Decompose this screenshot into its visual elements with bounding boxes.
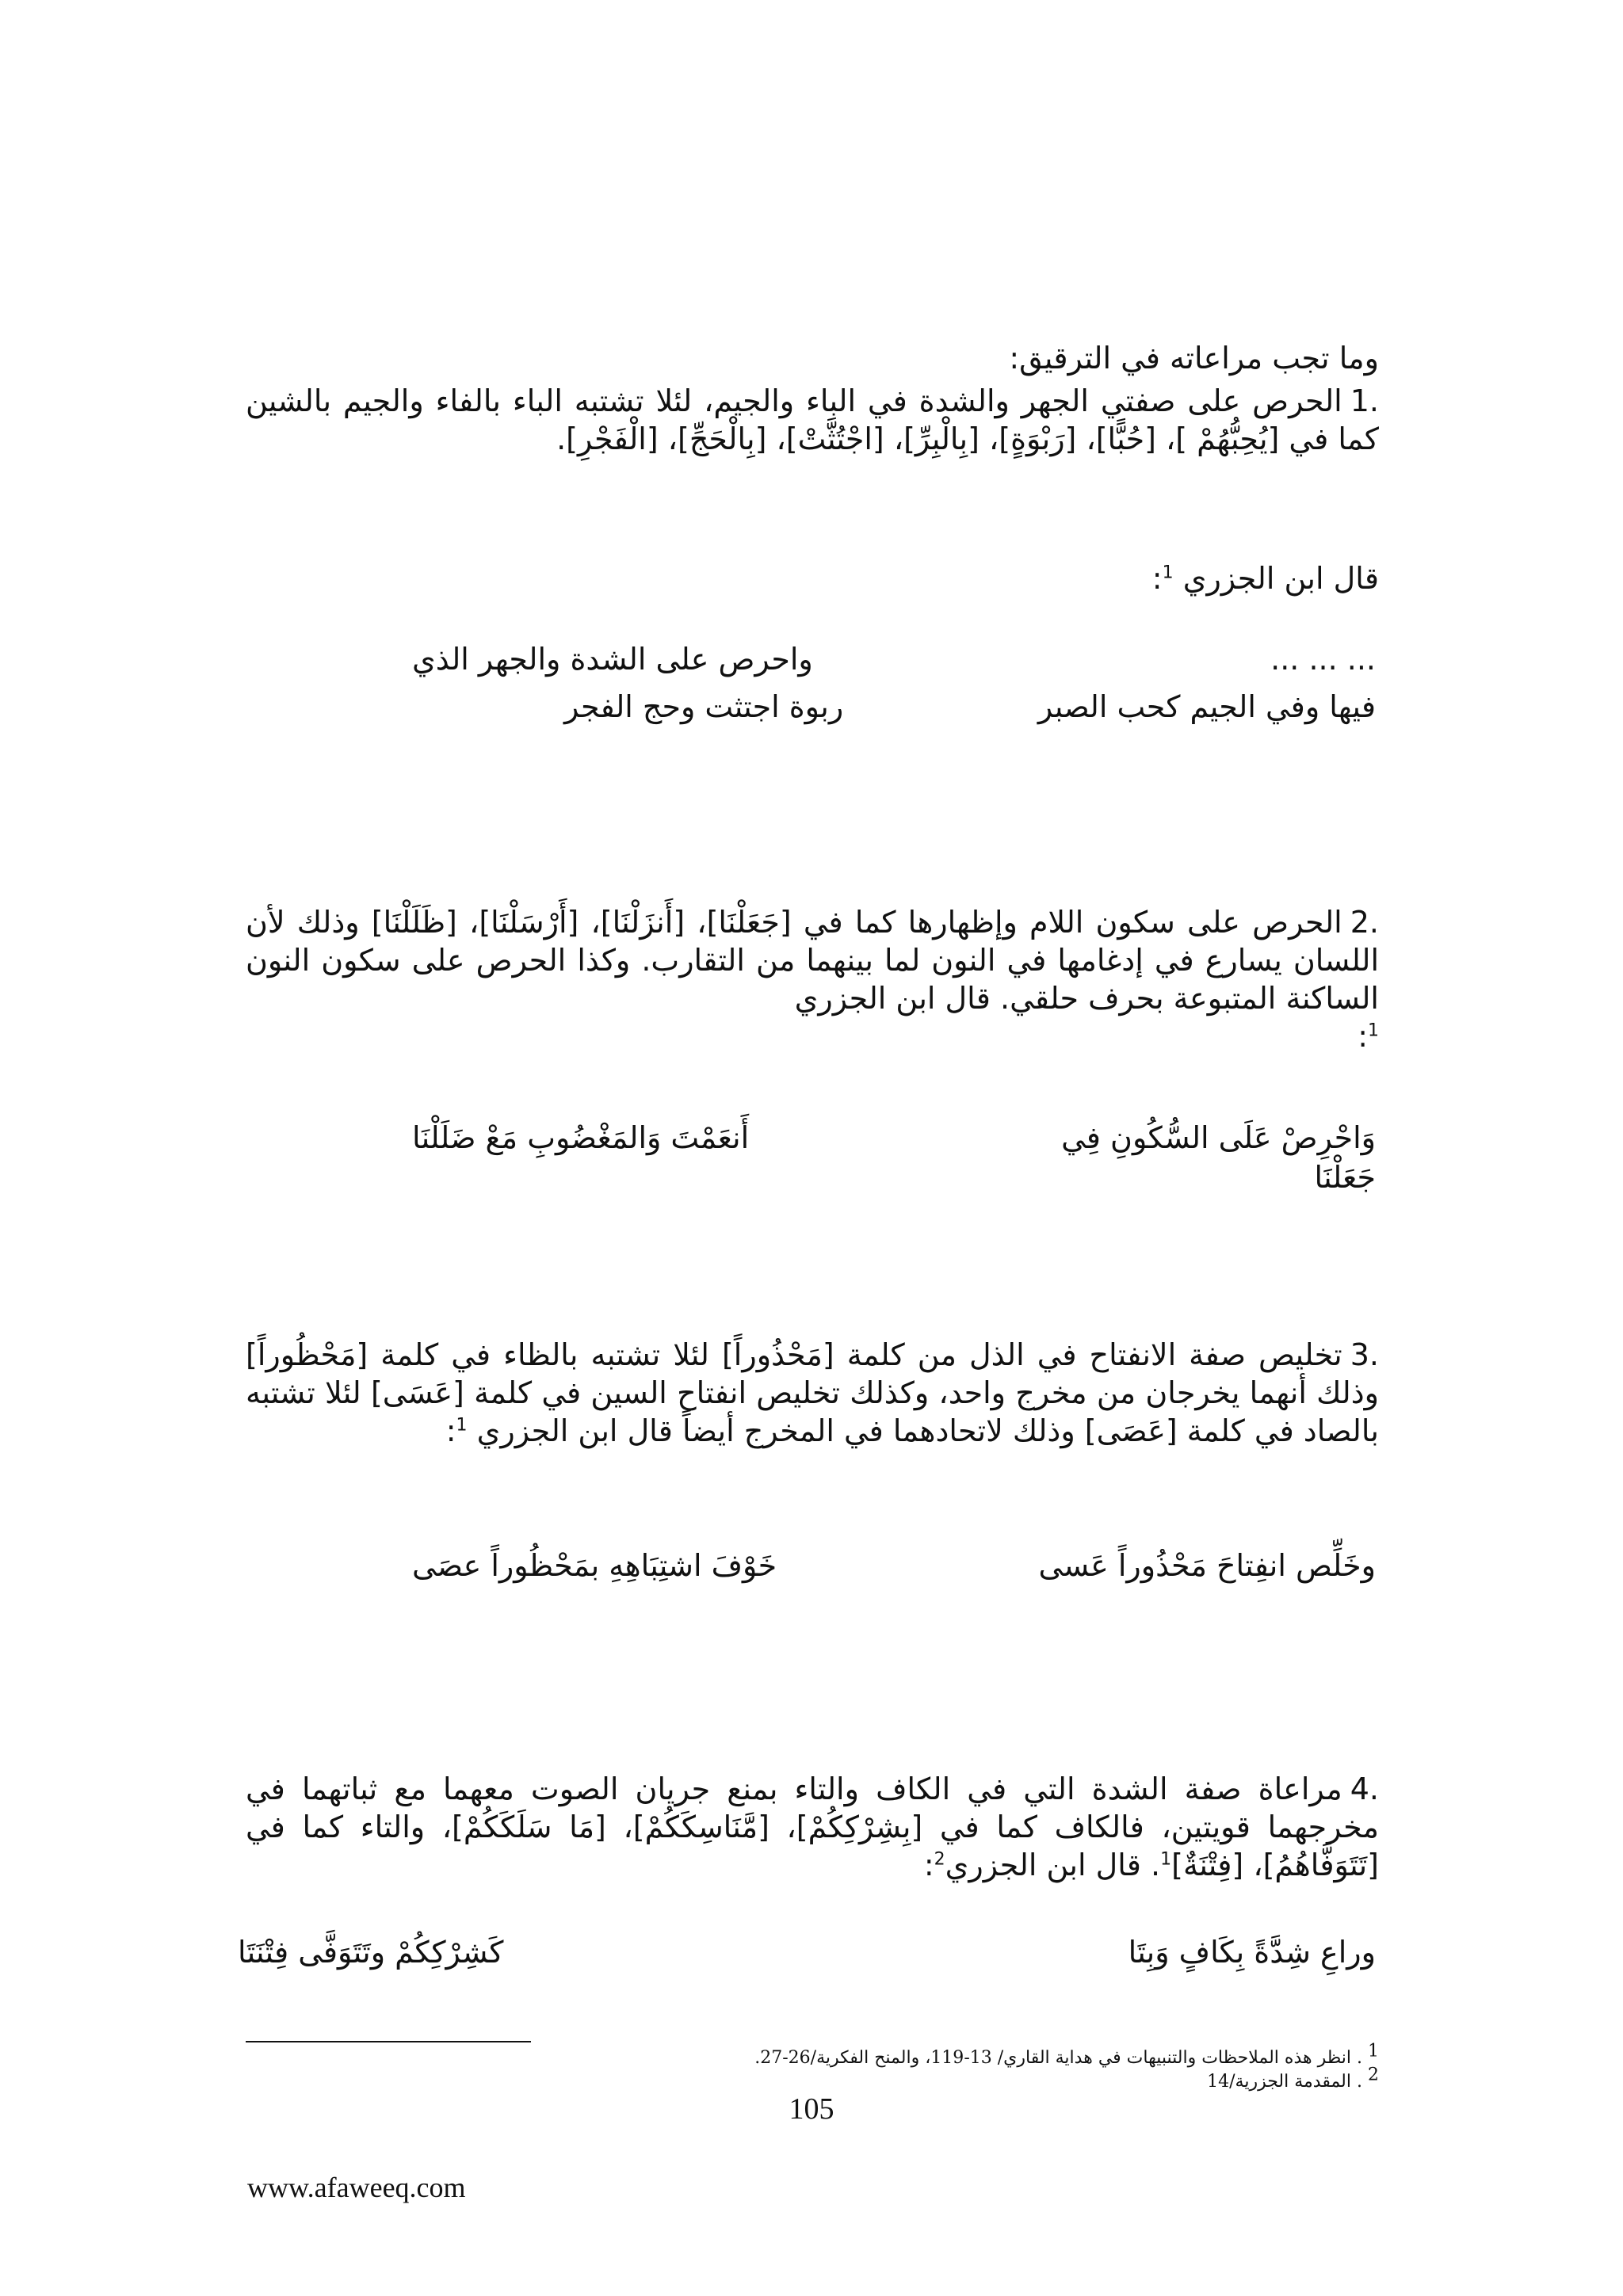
footnote-2	[246, 2065, 1379, 2093]
item-number: .3	[1350, 1337, 1379, 1372]
item-text: تخليص صفة الانفتاح في الذل من كلمة [مَحْذُوراً] لئلا تشتبه بالظاء في كلمة [مَحْظُوراً] وذلك أنهما يخرجان من مخرج واحد، وكذلك تخليص انفتاح السين في كلمة [عَسَى] لئلا تشتبه بالصاد في كلمة [عَصَى] وذلك لاتحادهما في المخرج أيضاً قال ابن الجزري	[246, 1337, 1379, 1448]
item-colon: :	[445, 1413, 456, 1448]
item-number: .2	[1350, 905, 1379, 940]
footnote-text: . المقدمة الجزرية/14	[1207, 2072, 1362, 2092]
verse-text: أَنعَمْتَ وَالمَغْضُوبِ مَعْ ضَلَلْنَا	[412, 1120, 750, 1155]
verse-text: ... ... ...	[1270, 642, 1376, 677]
verse-text: كَشِرْكِكُمْ وتَتَوَفَّى فِتْنَتَا	[238, 1935, 504, 1970]
verse-1-left-2	[564, 688, 843, 726]
verse-3-left	[412, 1547, 777, 1585]
website-url: www.afaweeq.com	[247, 2172, 466, 2203]
verse-text: جَعَلْنَا	[1314, 1160, 1376, 1195]
verse-text: وَاحْرِصْ عَلَى السُّكُونِ فِي	[1061, 1120, 1376, 1155]
item-text: الحرص على سكون اللام وإظهارها كما في [جَعَلْنَا]، [أَنزَلْنَا]، [أَرْسَلْنَا]، [ظَلَلْنَا] وذلك لأن اللسان يسارع في إدغامها في النون لما بينهما من التقارب. وكذا الحرص على سكون النون الساكنة المتبوعة بحرف حلقي. قال ابن الجزري	[246, 905, 1379, 1016]
heading-text: قال ابن الجزري	[1182, 561, 1379, 596]
footnote-ref: 1	[1162, 563, 1174, 583]
verse-2-right	[1061, 1119, 1376, 1157]
footnote-1	[246, 2041, 1379, 2069]
quote-heading	[246, 559, 1379, 597]
verse-2-right-2	[1315, 1158, 1376, 1196]
verse-text: وراعِ شِدَّةً بِكَافٍ وَبِتَا	[1128, 1935, 1376, 1970]
verse-1-right-1	[1270, 640, 1376, 678]
verse-text: خَوْفَ اشتِبَاهِهِ بمَحْظُوراً عصَى	[412, 1548, 777, 1583]
footnote-divider	[246, 2041, 531, 2042]
item-number: .1	[1350, 383, 1379, 418]
list-item-2	[246, 903, 1379, 1055]
verse-4-right	[1128, 1933, 1376, 1971]
footnote-ref: 1	[1368, 1020, 1379, 1041]
verse-text: وخَلِّص انفِتاحَ مَحْذُوراً عَسى	[1038, 1548, 1376, 1583]
footnote-ref: 2	[934, 1849, 945, 1870]
heading-colon: :	[1151, 561, 1163, 596]
footnote-number: 2	[1368, 2065, 1379, 2085]
list-item-4	[246, 1770, 1379, 1884]
verse-4-left	[238, 1933, 504, 1971]
footnote-ref: 1	[456, 1415, 468, 1436]
verse-text: واحرص على الشدة والجهر الذي	[412, 642, 813, 677]
item-colon: :	[1358, 1019, 1368, 1054]
footnote-ref: 1	[1160, 1849, 1172, 1870]
verse-1-right-2	[1038, 688, 1376, 726]
heading-text: وما تجب مراعاته في الترقيق:	[1009, 341, 1379, 376]
footnote-number: 1	[1368, 2041, 1379, 2061]
list-item-3	[246, 1336, 1379, 1450]
item-text: مراعاة صفة الشدة التي في الكاف والتاء بمنع جريان الصوت معهما مع ثباتهما في مخرجهما قويتين، فالكاف كما في [بِشِرْكِكُمْ]، [مَّنَاسِكَكُمْ]، [مَا سَلَكَكُمْ]، والتاء كما في [تَتَوَفَّاهُمُ]، [فِتْنَةٌ]	[246, 1772, 1379, 1882]
item-colon: :	[923, 1848, 934, 1882]
item-text-cont: . قال ابن الجزري	[945, 1848, 1161, 1882]
section-heading	[246, 339, 1379, 377]
verse-text: ربوة اجتثت وحج الفجر	[564, 689, 844, 724]
verse-1-left-1	[412, 640, 813, 678]
verse-3-right	[1039, 1547, 1376, 1585]
page-number: 105	[789, 2092, 834, 2126]
item-text: الحرص على صفتي الجهر والشدة في الباء والجيم، لئلا تشتبه الباء بالفاء والجيم بالشين كما في [يُحِبُّهُمْ ]، [حُبًّا]، [رَبْوَةٍ]، [بِالْبِرِّ]، [اجْتُثَّتْ]، [بِالْحَجِّ]، [الْفَجْرِ].	[246, 383, 1379, 456]
verse-text: فيها وفي الجيم كحب الصبر	[1037, 689, 1376, 724]
verse-2-left	[412, 1119, 749, 1157]
list-item-1	[246, 382, 1379, 458]
footnote-text: . انظر هذه الملاحظات والتنبيهات في هداية القاري/ 13-119، والمنح الفكرية/26-27.	[754, 2048, 1362, 2068]
item-number: .4	[1350, 1772, 1379, 1806]
